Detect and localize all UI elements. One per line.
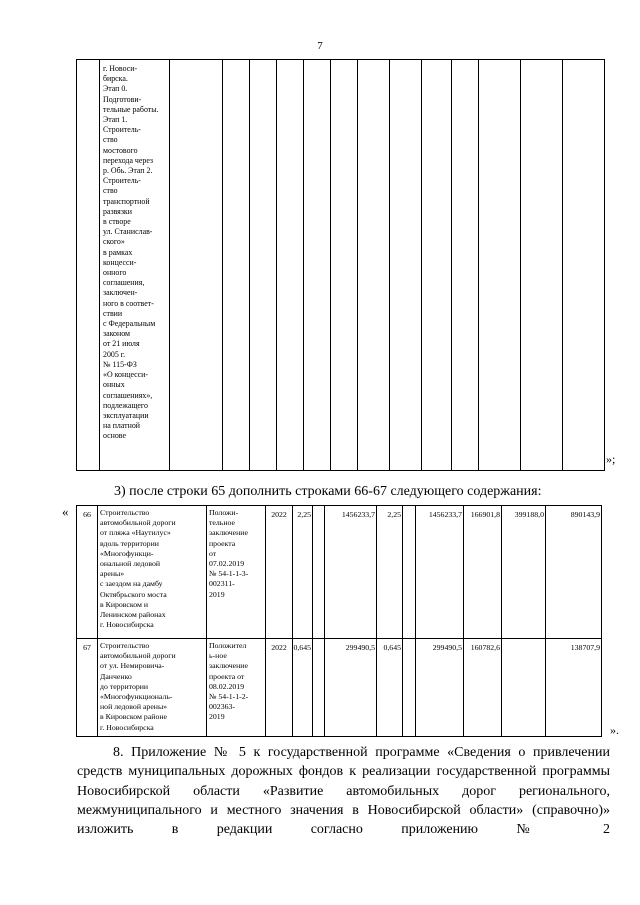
value-cell: 160782,6 bbox=[464, 639, 502, 737]
object-name: Строительство автомобильной дороги от ул. Немировича- Данченко до территории «Многофункциональ- ной ледовой арены» в Кировском районе г. Новосибирска bbox=[98, 639, 207, 737]
cell bbox=[563, 60, 605, 471]
value-cell bbox=[502, 639, 546, 737]
cell bbox=[452, 60, 479, 471]
cell bbox=[422, 60, 452, 471]
value-cell: 138707,9 bbox=[546, 639, 602, 737]
cell bbox=[250, 60, 277, 471]
year: 2022 bbox=[266, 506, 293, 639]
opening-quote: « bbox=[62, 504, 69, 519]
year: 2022 bbox=[266, 639, 293, 737]
cell bbox=[521, 60, 563, 471]
project-doc: Положи- тельное заключение проекта от 07.02.2019 № 54-1-1-3- 002311- 2019 bbox=[207, 506, 266, 639]
closing-quote-1: »; bbox=[606, 452, 616, 466]
closing-quote-2: ». bbox=[610, 723, 619, 737]
value-cell: 399188,0 bbox=[502, 506, 546, 639]
row-number: 66 bbox=[77, 506, 98, 639]
table-row bbox=[77, 506, 602, 639]
cell bbox=[479, 60, 521, 471]
cell bbox=[331, 60, 358, 471]
project-doc: Положител ь-ное заключение проекта от 08.02.2019 № 54-1-1-2- 002363- 2019 bbox=[207, 639, 266, 737]
continued-text: г. Новоси- бирска. Этап 0. Подготови- тельные работы. Этап 1. Строитель- ство мостового перехода через р. Обь. Этап 2. Строитель- ство транспортной развязки в створе ул. Станислав- ского» в рамках концесси- онного соглашения, заключен- ного в соответ- ствии с Федеральным законом от 21 июля 2005 г. № 115-ФЗ «О концесси- онных соглашениях», подлежащего эксплуатации на платной основе bbox=[103, 64, 159, 441]
new-rows-table bbox=[76, 505, 602, 737]
value-cell: 299490,5 bbox=[416, 639, 464, 737]
cell-object-name bbox=[100, 60, 170, 471]
cell bbox=[170, 60, 223, 471]
cell-number bbox=[77, 60, 100, 471]
value-cell bbox=[313, 506, 325, 639]
paragraph-8 bbox=[77, 743, 610, 839]
value-cell bbox=[403, 506, 416, 639]
paragraph-8-text: 8. Приложение № 5 к государственной программе «Сведения о привлечении средств муниципальных дорожных фондов к реализации государственной программы Новосибирской области «Развитие автомобильных дорог регионального, межмуниципального и местного значения в Новосибирской области» (справочно)» изложить в редакции согласно приложению № 2 bbox=[77, 745, 610, 838]
item-3-text: 3) после строки 65 дополнить строками 66-67 следующего содержания: bbox=[114, 484, 542, 499]
page-number: 7 bbox=[317, 40, 323, 52]
value-cell: 299490,5 bbox=[325, 639, 377, 737]
value-cell: 2,25 bbox=[377, 506, 403, 639]
value-cell: 1456233,7 bbox=[325, 506, 377, 639]
value-cell: 166901,8 bbox=[464, 506, 502, 639]
value-cell bbox=[313, 639, 325, 737]
cell bbox=[304, 60, 331, 471]
value-cell: 0,645 bbox=[377, 639, 403, 737]
cell bbox=[223, 60, 250, 471]
value-cell: 1456233,7 bbox=[416, 506, 464, 639]
cell bbox=[390, 60, 422, 471]
row-number: 67 bbox=[77, 639, 98, 737]
object-name: Строительство автомобильной дороги от пляжа «Наутилус» вдоль территории «Многофункци- ональной ледовой арены» с заездом на дамбу Октябрьского моста в Кировском и Ленинском районах г. Новосибирска bbox=[98, 506, 207, 639]
cell bbox=[358, 60, 390, 471]
continued-table-row bbox=[76, 59, 605, 471]
cell bbox=[277, 60, 304, 471]
value-cell: 890143,9 bbox=[546, 506, 602, 639]
value-cell: 0,645 bbox=[293, 639, 313, 737]
table-row bbox=[77, 639, 602, 737]
value-cell bbox=[403, 639, 416, 737]
value-cell: 2,25 bbox=[293, 506, 313, 639]
